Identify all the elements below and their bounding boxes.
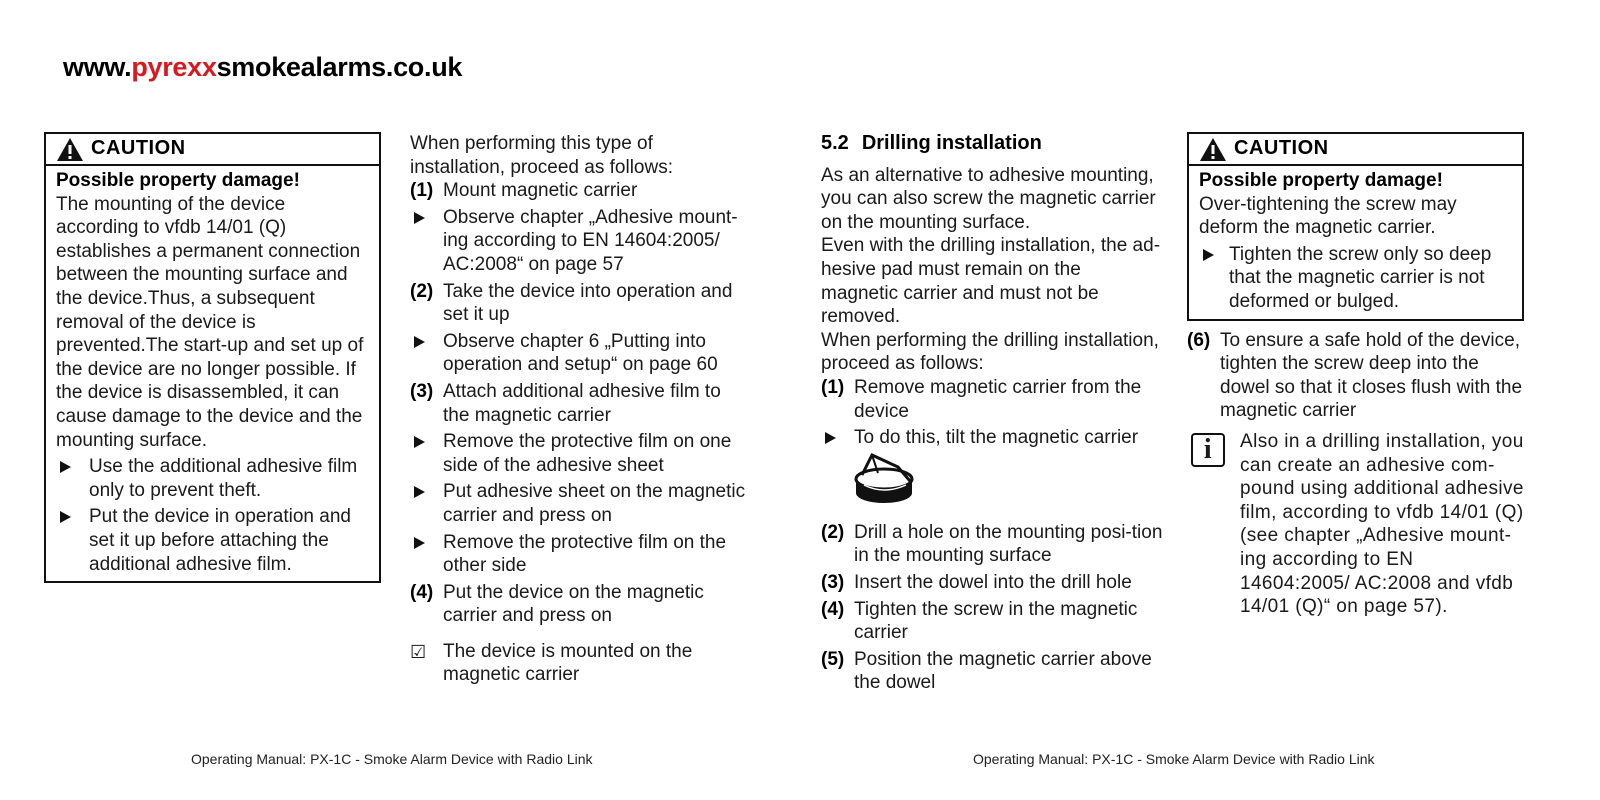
section-number: 5.2 bbox=[821, 132, 849, 154]
step-bullet bbox=[821, 426, 1163, 450]
caution-bullet bbox=[1199, 243, 1512, 314]
step-number: (3) bbox=[410, 380, 434, 402]
caution-title: Possible property damage! bbox=[56, 170, 300, 191]
step-text: To ensure a safe hold of the device, tighten the screw deep into the dowel so that it closes flush with the magnetic carrier bbox=[1220, 329, 1523, 422]
caution-body bbox=[46, 166, 379, 581]
bullet-triangle-icon bbox=[414, 486, 425, 498]
caution-label: CAUTION bbox=[91, 137, 186, 160]
step-text: Tighten the screw in the magnetic carrier bbox=[854, 598, 1138, 644]
step-number: (4) bbox=[821, 598, 845, 620]
step-text: Insert the dowel into the drill hole bbox=[854, 571, 1132, 593]
intro-text: When performing this type of installation, proceed as follows: bbox=[410, 133, 673, 178]
bullet-triangle-icon bbox=[60, 461, 71, 473]
step-number: (3) bbox=[821, 571, 845, 593]
step-number: (4) bbox=[410, 581, 434, 603]
step-text: Drill a hole on the mounting posi-tion in the mounting surface bbox=[854, 521, 1163, 567]
caution-bullet bbox=[56, 455, 369, 502]
step-bullet bbox=[410, 430, 750, 477]
step-number: (6) bbox=[1187, 329, 1211, 351]
bullet-text: Put adhesive sheet on the magnetic carrier and press on bbox=[443, 481, 746, 526]
caution-bullet bbox=[56, 505, 369, 576]
warning-icon bbox=[56, 137, 84, 162]
magnetic-carrier-icon bbox=[854, 453, 918, 515]
caution-box bbox=[1187, 132, 1524, 321]
step-3 bbox=[410, 380, 750, 427]
step-text: Mount magnetic carrier bbox=[443, 180, 638, 202]
site-brand: pyrexx bbox=[131, 52, 217, 82]
step-text: Position the magnetic carrier above the dowel bbox=[854, 648, 1152, 694]
carrier-illustration bbox=[821, 453, 1163, 521]
section-title: Drilling installation bbox=[861, 132, 1042, 154]
step-2 bbox=[821, 521, 1163, 568]
bullet-triangle-icon bbox=[825, 432, 836, 444]
info-note bbox=[1187, 430, 1524, 619]
step-4 bbox=[821, 598, 1163, 645]
bullet-text: To do this, tilt the magnetic carrier bbox=[854, 427, 1139, 449]
warning-icon bbox=[1199, 137, 1227, 162]
site-suffix: smokealarms.co.uk bbox=[216, 52, 463, 82]
step-bullet bbox=[410, 480, 750, 527]
column-2 bbox=[410, 132, 750, 687]
bullet-text: Observe chapter 6 „Putting into operation and setup“ on page 60 bbox=[443, 330, 718, 376]
step-6 bbox=[1187, 329, 1524, 423]
result-line bbox=[410, 640, 750, 687]
step-number: (5) bbox=[821, 648, 845, 670]
caution-text: The mounting of the device according to vfdb 14/01 (Q) establishes a permanent connection between the mounting surface and the device.Thus, a subsequent removal of the device is prevented.The start-up and set up of the device are no longer possible. If the device is disassembled, it can cause damage to the device and the mounting surface. bbox=[56, 193, 364, 451]
caution-body bbox=[1189, 166, 1522, 319]
column-4 bbox=[1187, 132, 1524, 619]
bullet-text: Remove the protective film on the other side bbox=[443, 531, 727, 577]
step-3 bbox=[821, 571, 1163, 595]
step-text: Take the device into operation and set it up bbox=[443, 280, 733, 326]
step-number: (1) bbox=[410, 180, 434, 202]
info-icon: i bbox=[1191, 433, 1225, 467]
bullet-text: Put the device in operation and set it up before attaching the additional adhesive film. bbox=[89, 506, 351, 575]
result-text: The device is mounted on the magnetic carrier bbox=[443, 640, 693, 686]
caution-header bbox=[1189, 134, 1522, 166]
step-number: (1) bbox=[821, 376, 845, 398]
step-2 bbox=[410, 280, 750, 327]
bullet-triangle-icon bbox=[414, 436, 425, 448]
step-number: (2) bbox=[821, 521, 845, 543]
caution-label: CAUTION bbox=[1234, 137, 1329, 160]
step-text: Put the device on the magnetic carrier and press on bbox=[443, 581, 704, 627]
bullet-triangle-icon bbox=[60, 511, 71, 523]
column-3 bbox=[821, 132, 1163, 695]
step-1 bbox=[821, 376, 1163, 423]
step-text: Remove magnetic carrier from the device bbox=[854, 376, 1142, 422]
caution-box bbox=[44, 132, 381, 583]
caution-header bbox=[46, 134, 379, 166]
bullet-triangle-icon bbox=[414, 336, 425, 348]
info-text: Also in a drilling installation, you can create an adhesive com-pound using additional adhesive film, according to vfdb 14/01 (Q) (see chapter „Adhesive mount-ing according to EN 14604:2005/ AC:2008 and vfdb 14/01 (Q)“ on page 57). bbox=[1240, 430, 1524, 618]
step-number: (2) bbox=[410, 280, 434, 302]
step-bullet bbox=[410, 531, 750, 578]
step-5 bbox=[821, 648, 1163, 695]
caution-text: Over-tightening the screw may deform the magnetic carrier. bbox=[1199, 193, 1457, 239]
paragraph: Even with the drilling installation, the ad-hesive pad must remain on the magnetic carrier and must not be removed. bbox=[821, 235, 1161, 328]
section-heading bbox=[821, 132, 1163, 156]
bullet-text: Tighten the screw only so deep that the magnetic carrier is not deformed or bulged. bbox=[1229, 243, 1492, 312]
step-4 bbox=[410, 581, 750, 628]
caution-title: Possible property damage! bbox=[1199, 170, 1443, 191]
bullet-triangle-icon bbox=[1203, 249, 1214, 261]
site-url bbox=[63, 52, 462, 83]
site-prefix: www. bbox=[63, 52, 132, 82]
paragraph: When performing the drilling installation, proceed as follows: bbox=[821, 329, 1159, 375]
bullet-text: Observe chapter „Adhesive mount-ing according to EN 14604:2005/ AC:2008“ on page 57 bbox=[443, 206, 738, 275]
paragraph: As an alternative to adhesive mounting, you can also screw the magnetic carrier on the mounting surface. bbox=[821, 164, 1156, 233]
step-1 bbox=[410, 179, 750, 203]
footer-left: Operating Manual: PX-1C - Smoke Alarm Device with Radio Link bbox=[191, 751, 593, 767]
bullet-text: Remove the protective film on one side of the adhesive sheet bbox=[443, 431, 732, 476]
step-bullet bbox=[410, 206, 750, 277]
bullet-triangle-icon bbox=[414, 537, 425, 549]
step-bullet bbox=[410, 330, 750, 377]
checkbox-icon: ☑ bbox=[410, 641, 427, 662]
footer-right: Operating Manual: PX-1C - Smoke Alarm Device with Radio Link bbox=[973, 751, 1375, 767]
step-text: Attach additional adhesive film to the magnetic carrier bbox=[443, 380, 721, 426]
column-1 bbox=[44, 132, 381, 583]
bullet-text: Use the additional adhesive film only to prevent theft. bbox=[89, 456, 358, 501]
bullet-triangle-icon bbox=[414, 212, 425, 224]
